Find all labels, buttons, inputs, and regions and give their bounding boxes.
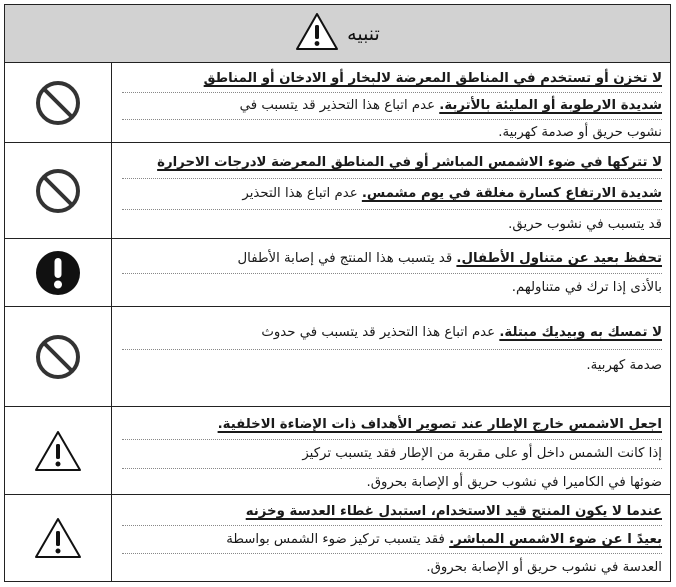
caution-row	[5, 239, 670, 307]
warning-heading: بعيدً ا عن ضوء الاشمس المباشر.	[449, 532, 662, 547]
warning-text: نشوب حريق أو صدمة كهربية.	[498, 125, 662, 140]
warning-text: بالأذى إذا ترك في متناولهم.	[511, 280, 662, 295]
warning-triangle-icon	[33, 516, 83, 560]
caution-text	[112, 63, 670, 142]
caution-row	[5, 143, 670, 239]
warning-text: ضوئها في الكاميرا في نشوب حريق أو الإصابة بحروق.	[366, 475, 662, 490]
warning-text: قد يتسبب في نشوب حريق.	[508, 217, 662, 232]
warning-heading: اجعل الاشمس خارج الإطار عند تصوير الأهداف ذات الإضاءة الاخلفية.	[217, 417, 662, 432]
warning-text: العدسة في نشوب حريق أو الإصابة بحروق.	[426, 560, 662, 575]
warning-heading: تحفظ بعيد عن متناول الأطفال.	[456, 251, 662, 266]
caution-row	[5, 307, 670, 407]
table-header	[5, 5, 670, 63]
caution-text	[112, 407, 670, 494]
caution-row	[5, 495, 670, 581]
warning-heading: لا تمسك به وبيديك مبتلة.	[499, 325, 662, 340]
prohibition-icon	[34, 333, 82, 381]
warning-triangle-icon	[295, 12, 339, 56]
warning-heading: لا تتركها في ضوء الاشمس المباشر أو في المناطق المعرضة لادرجات الاحرارة	[157, 155, 662, 170]
caution-table	[4, 4, 671, 582]
warning-text: عدم اتباع هذا التحذير قد يتسبب في	[239, 98, 440, 113]
warning-text: إذا كانت الشمس داخل أو على مقربة من الإطار فقد يتسبب تركيز	[302, 446, 662, 461]
caution-text	[112, 495, 670, 581]
caution-text	[112, 143, 670, 238]
prohibition-icon	[34, 79, 82, 127]
caution-text	[112, 307, 670, 406]
warning-heading: شديدة الارتفاع كسارة مغلقة في يوم مشمس.	[361, 186, 662, 201]
warning-heading: شديدة الارطوبة أو المليئة بالأتربة.	[439, 98, 662, 113]
prohibition-icon	[34, 167, 82, 215]
caution-row	[5, 407, 670, 495]
header-title: تنبيه	[347, 22, 380, 45]
warning-text: عدم اتباع هذا التحذير قد يتسبب في حدوث	[261, 325, 500, 340]
warning-heading: عندما لا يكون المنتج قيد الاستخدام، استبدل غطاء العدسة وخزنه	[245, 504, 662, 519]
mandatory-exclamation-icon	[35, 250, 81, 296]
caution-text	[112, 239, 670, 306]
warning-text: قد يتسبب هذا المنتج في إصابة الأطفال	[237, 251, 457, 266]
warning-text: فقد يتسبب تركيز ضوء الشمس بواسطة	[226, 532, 450, 547]
warning-triangle-icon	[33, 429, 83, 473]
caution-row	[5, 63, 670, 143]
warning-text: عدم اتباع هذا التحذير	[242, 186, 362, 201]
warning-heading: لا تخزن أو تستخدم في المناطق المعرضة لالبخار أو الادخان أو المناطق	[203, 71, 662, 86]
warning-text: صدمة كهربية.	[586, 358, 662, 373]
